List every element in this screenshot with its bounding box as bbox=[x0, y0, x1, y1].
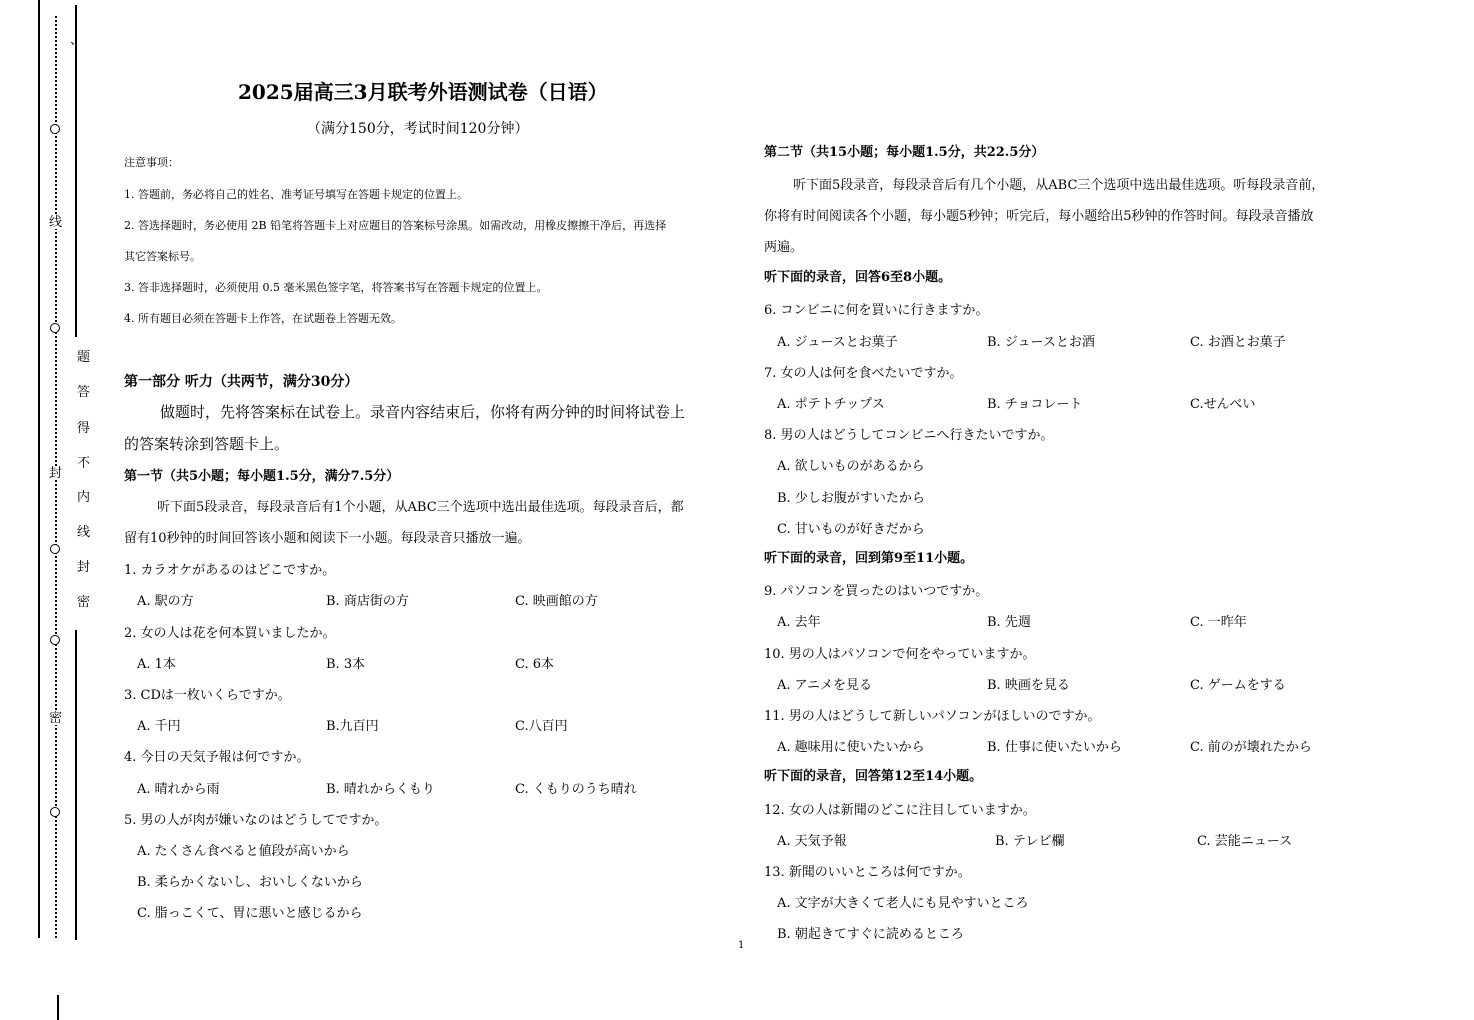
binding-ring bbox=[50, 635, 60, 645]
section1-heading: 第一节（共5小题；每小题1.5分，满分7.5分） bbox=[124, 469, 400, 484]
part1-heading: 第一部分 听力（共两节，满分30分） bbox=[124, 374, 359, 390]
seal-char: 封 bbox=[77, 560, 91, 575]
section2-intro-line: 两遍。 bbox=[764, 240, 804, 255]
q11-option-b: B. 仕事に使いたいから bbox=[987, 740, 1122, 755]
q4-option-c: C. くもりのうち晴れ bbox=[515, 782, 637, 797]
section1-intro-line: 留有10秒钟的时间回答该小题和阅读下一小题。每段录音只播放一遍。 bbox=[124, 531, 531, 546]
q5-option-a: A. たくさん食べると値段が高いから bbox=[137, 844, 350, 859]
q12-option-a: A. 天気予報 bbox=[777, 834, 847, 849]
q3-option-b: B.九百円 bbox=[326, 719, 379, 734]
binding-label-feng: 封 bbox=[49, 466, 63, 481]
question-4: 4. 今日の天気予報は何ですか。 bbox=[124, 750, 310, 765]
binding-top-mark: 、 bbox=[70, 33, 84, 48]
q4-option-b: B. 晴れからくもり bbox=[326, 782, 435, 797]
q9-option-a: A. 去年 bbox=[777, 615, 821, 630]
part1-intro-line: 的答案转涂到答题卡上。 bbox=[124, 435, 290, 453]
q5-option-c: C. 脂っこくて、胃に悪いと感じるから bbox=[137, 906, 363, 921]
q1-option-a: A. 駅の方 bbox=[137, 594, 194, 609]
q10-option-b: B. 映画を見る bbox=[987, 678, 1070, 693]
binding-label-mi: 密 bbox=[49, 711, 63, 726]
group-heading-1: 听下面的录音，回答6至8小题。 bbox=[764, 270, 952, 285]
question-11: 11. 男の人はどうして新しいパソコンがほしいのですか。 bbox=[764, 709, 1101, 724]
section2-intro-line: 你将有时间阅读各个小题，每小题5秒钟；听完后，每小题给出5秒钟的作答时间。每段录音播放 bbox=[764, 209, 1314, 224]
seal-char: 题 bbox=[77, 350, 91, 365]
note-item: 4. 所有题目必须在答题卡上作答，在试题卷上答题无效。 bbox=[124, 312, 402, 325]
q11-option-c: C. 前のが壊れたから bbox=[1190, 740, 1312, 755]
seal-char: 答 bbox=[77, 385, 91, 400]
question-2: 2. 女の人は花を何本買いましたか。 bbox=[124, 626, 336, 641]
q2-option-a: A. 1本 bbox=[137, 657, 176, 672]
seal-char: 不 bbox=[77, 456, 91, 471]
seal-char: 密 bbox=[77, 595, 91, 610]
seal-char: 内 bbox=[77, 490, 91, 505]
seal-char: 线 bbox=[77, 525, 91, 540]
q4-option-a: A. 晴れから雨 bbox=[137, 782, 220, 797]
q1-option-c: C. 映画館の方 bbox=[515, 594, 598, 609]
q6-option-c: C. お酒とお菓子 bbox=[1190, 335, 1286, 350]
binding-inner-line-bottom bbox=[75, 630, 77, 940]
question-5: 5. 男の人が肉が嫌いなのはどうしてですか。 bbox=[124, 813, 388, 828]
binding-ring bbox=[50, 544, 60, 554]
binding-inner-line-top bbox=[75, 5, 77, 337]
q3-option-c: C.八百円 bbox=[515, 719, 568, 734]
q8-option-c: C. 甘いものが好きだから bbox=[777, 522, 925, 537]
notes-heading: 注意事项： bbox=[124, 156, 179, 169]
section2-heading: 第二节（共15小题；每小题1.5分，共22.5分） bbox=[764, 145, 1045, 160]
seal-char: 得 bbox=[77, 421, 91, 436]
q10-option-c: C. ゲームをする bbox=[1190, 678, 1286, 693]
question-9: 9. パソコンを買ったのはいつですか。 bbox=[764, 584, 989, 599]
q2-option-b: B. 3本 bbox=[326, 657, 366, 672]
note-item: 1. 答题前，务必将自己的姓名、准考证号填写在答题卡规定的位置上。 bbox=[124, 188, 468, 201]
q8-option-a: A. 欲しいものがあるから bbox=[777, 459, 925, 474]
q10-option-a: A. アニメを見る bbox=[777, 678, 873, 693]
section2-intro-line: 听下面5段录音，每段录音后有几个小题，从ABC三个选项中选出最佳选项。听每段录音前， bbox=[793, 178, 1325, 193]
binding-outer-line bbox=[38, 0, 40, 938]
part1-intro-line: 做题时，先将答案标在试卷上。录音内容结束后，你将有两分钟的时间将试卷上 bbox=[160, 403, 686, 421]
q12-option-c: C. 芸能ニュース bbox=[1197, 834, 1293, 849]
binding-bottom-tick bbox=[57, 995, 59, 1020]
q3-option-a: A. 千円 bbox=[137, 719, 181, 734]
q2-option-c: C. 6本 bbox=[515, 657, 555, 672]
question-8: 8. 男の人はどうしてコンビニへ行きたいですか。 bbox=[764, 428, 1054, 443]
note-item: 其它答案标号。 bbox=[124, 250, 201, 263]
question-1: 1. カラオケがあるのはどこですか。 bbox=[124, 563, 336, 578]
q7-option-a: A. ポテトチップス bbox=[777, 397, 885, 412]
binding-ring bbox=[50, 323, 60, 333]
q1-option-b: B. 商店街の方 bbox=[326, 594, 409, 609]
page-title: 2025届高三3月联考外语测试卷（日语） bbox=[238, 80, 608, 104]
q13-option-a: A. 文字が大きくて老人にも見やすいところ bbox=[777, 896, 1029, 911]
binding-ring bbox=[50, 807, 60, 817]
note-item: 3. 答非选择题时，必须使用 0.5 毫米黑色签字笔，将答案书写在答题卡规定的位置上。 bbox=[124, 281, 548, 294]
page-subtitle: （满分150分，考试时间120分钟） bbox=[307, 121, 529, 137]
binding-ring bbox=[50, 124, 60, 134]
q12-option-b: B. テレビ欄 bbox=[995, 834, 1065, 849]
q7-option-c: C.せんべい bbox=[1190, 397, 1256, 412]
note-item: 2. 答选择题时，务必使用 2B 铅笔将答题卡上对应题目的答案标号涂黑。如需改动，用橡皮擦擦干净后，再选择 bbox=[124, 219, 667, 232]
q6-option-a: A. ジュースとお菓子 bbox=[777, 335, 898, 350]
q8-option-b: B. 少しお腹がすいたから bbox=[777, 491, 925, 506]
question-12: 12. 女の人は新聞のどこに注目していますか。 bbox=[764, 803, 1036, 818]
group-heading-3: 听下面的录音，回答第12至14小题。 bbox=[764, 769, 983, 784]
question-6: 6. コンビニに何を買いに行きますか。 bbox=[764, 303, 989, 318]
q13-option-b: B. 朝起きてすぐに読めるところ bbox=[777, 927, 964, 942]
q11-option-a: A. 趣味用に使いたいから bbox=[777, 740, 925, 755]
q9-option-b: B. 先週 bbox=[987, 615, 1031, 630]
binding-label-xian: 线 bbox=[49, 215, 63, 230]
section1-intro-line: 听下面5段录音，每段录音后有1个小题，从ABC三个选项中选出最佳选项。每段录音后，都 bbox=[157, 500, 684, 515]
question-7: 7. 女の人は何を食べたいですか。 bbox=[764, 366, 963, 381]
question-3: 3. CDは一枚いくらですか。 bbox=[124, 688, 291, 703]
group-heading-2: 听下面的录音，回到第9至11小题。 bbox=[764, 551, 974, 566]
question-13: 13. 新聞のいいところは何ですか。 bbox=[764, 865, 971, 880]
q9-option-c: C. 一昨年 bbox=[1190, 615, 1247, 630]
page-number: 1 bbox=[738, 940, 745, 951]
question-10: 10. 男の人はパソコンで何をやっていますか。 bbox=[764, 647, 1036, 662]
q7-option-b: B. チョコレート bbox=[987, 397, 1083, 412]
q5-option-b: B. 柔らかくないし、おいしくないから bbox=[137, 875, 363, 890]
q6-option-b: B. ジュースとお酒 bbox=[987, 335, 1095, 350]
